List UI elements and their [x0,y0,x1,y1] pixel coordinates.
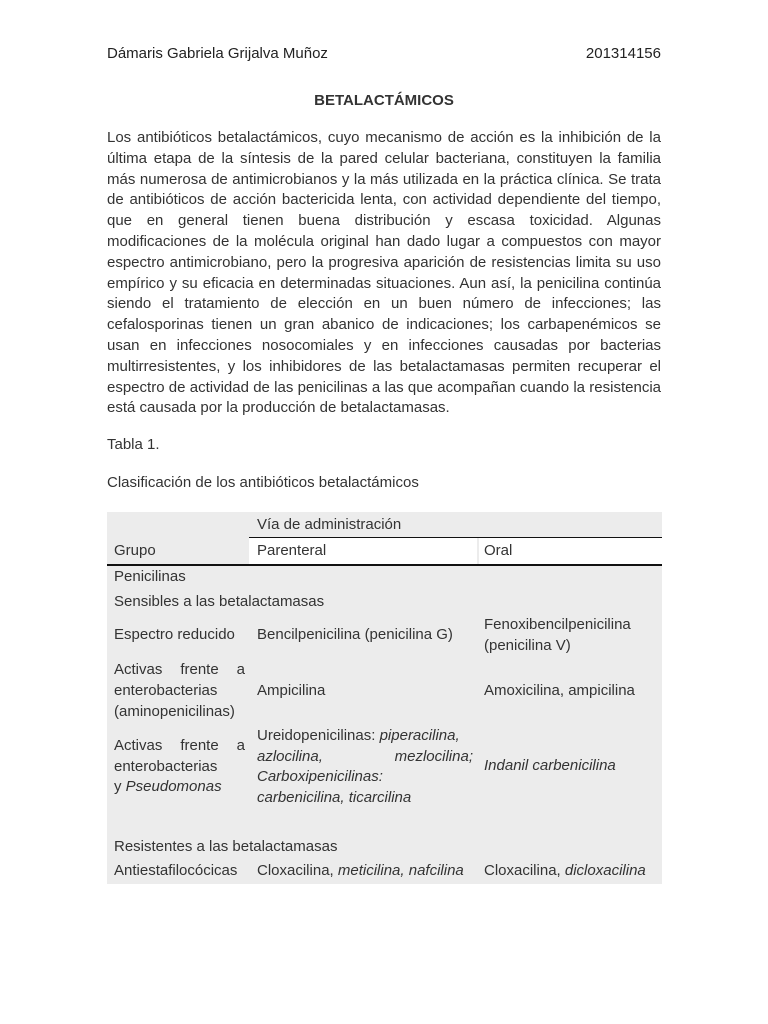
row-pseudo-par-4-text: carbenicilina, ticarcilina [257,789,412,806]
header-rule-top [249,537,662,538]
row-espectro-grupo: Espectro reducido [114,626,235,643]
table-label: Tabla 1. [107,436,160,453]
section-penicilinas: Penicilinas [114,568,186,585]
row-pseudo-par-2-text: azlocilina, mezlocilina; [257,748,473,765]
row-entero-grupo-1: Activas frente a [114,661,245,678]
classification-table [107,512,662,884]
oral-header: Oral [484,542,513,559]
row-entero-grupo-3: (aminopenicilinas) [114,703,235,720]
row-antiest-par-a: Cloxacilina, [257,862,338,879]
row-entero-parenteral: Ampicilina [257,682,326,699]
row-pseudo-par-2 [257,747,473,768]
row-antiest-oral-b: dicloxacilina [564,862,646,879]
grupo-header: Grupo [114,542,156,559]
student-id: 201314156 [585,45,661,62]
row-espectro-oral-2: (penicilina V) [484,637,571,654]
row-antiest-par-b: meticilina, nafcilina [337,862,464,879]
parenteral-header: Parenteral [257,542,327,559]
row-pseudo-grupo-1: Activas frente a [114,737,245,754]
row-antiest-oral [484,861,646,882]
row-pseudo-grupo-3b: Pseudomonas [125,778,222,795]
row-pseudo-oral-text: Indanil carbenicilina [484,757,616,774]
row-pseudo-grupo-3 [114,777,222,798]
document-title: BETALACTÁMICOS [314,92,454,109]
via-header: Vía de administración [257,516,402,533]
row-entero-oral: Amoxicilina, ampicilina [484,682,635,699]
row-pseudo-grupo-3a: y [114,778,126,795]
section-sensibles: Sensibles a las betalactamasas [114,593,325,610]
header-rule-bottom [107,564,662,566]
row-pseudo-grupo-2: enterobacterias [114,758,218,775]
author-name: Dámaris Gabriela Grijalva Muñoz [107,45,328,62]
row-pseudo-par-3 [257,767,383,788]
row-espectro-oral-1: Fenoxibencilpenicilina [484,616,631,633]
section-resistentes: Resistentes a las betalactamasas [114,838,338,855]
row-espectro-parenteral: Bencilpenicilina (penicilina G) [257,626,453,643]
table-caption: Clasificación de los antibióticos betalactámicos [107,474,419,491]
row-pseudo-par-1a: Ureidopenicilinas: [257,727,380,744]
row-antiest-parenteral [257,861,464,882]
row-antiest-grupo: Antiestafilocócicas [114,862,238,879]
row-pseudo-oral [484,756,616,777]
intro-paragraph: Los antibióticos betalactámicos, cuyo mecanismo de acción es la inhibición de la última etapa de la síntesis de la pared celular bacteriana, constituyen la familia más numerosa de antimicrobianos y la más utilizada en la práctica clínica. Se trata de antibióticos de acción bactericida lenta, con actividad dependiente del tiempo, que en general tienen buena distribución y escasa toxicidad. Algunas modificaciones de la molécula original han dado lugar a compuestos con mayor espectro antimicrobiano, pero la progresiva aparición de resistencias limita su uso empírico y su eficacia en determinadas situaciones. Aun así, la penicilina continúa siendo el tratamiento de elección en un buen número de infecciones; las cefalosporinas tienen un gran abanico de indicaciones; los carbapenémicos se usan en infecciones nosocomiales y en infecciones causadas por bacterias multirresistentes, y los inhibidores de las betalactamasas permiten recuperar el espectro de actividad de las penicilinas a las que acompañan cuando la resistencia está causada por la producción de betalactamasas. [107,129,661,417]
row-pseudo-par-4 [257,788,411,809]
row-antiest-oral-a: Cloxacilina, [484,862,565,879]
row-pseudo-par-1 [257,726,460,747]
row-pseudo-par-3-text: Carboxipenicilinas: [257,768,383,785]
row-entero-grupo-2: enterobacterias [114,682,218,699]
row-pseudo-par-1b: piperacilina, [379,727,460,744]
